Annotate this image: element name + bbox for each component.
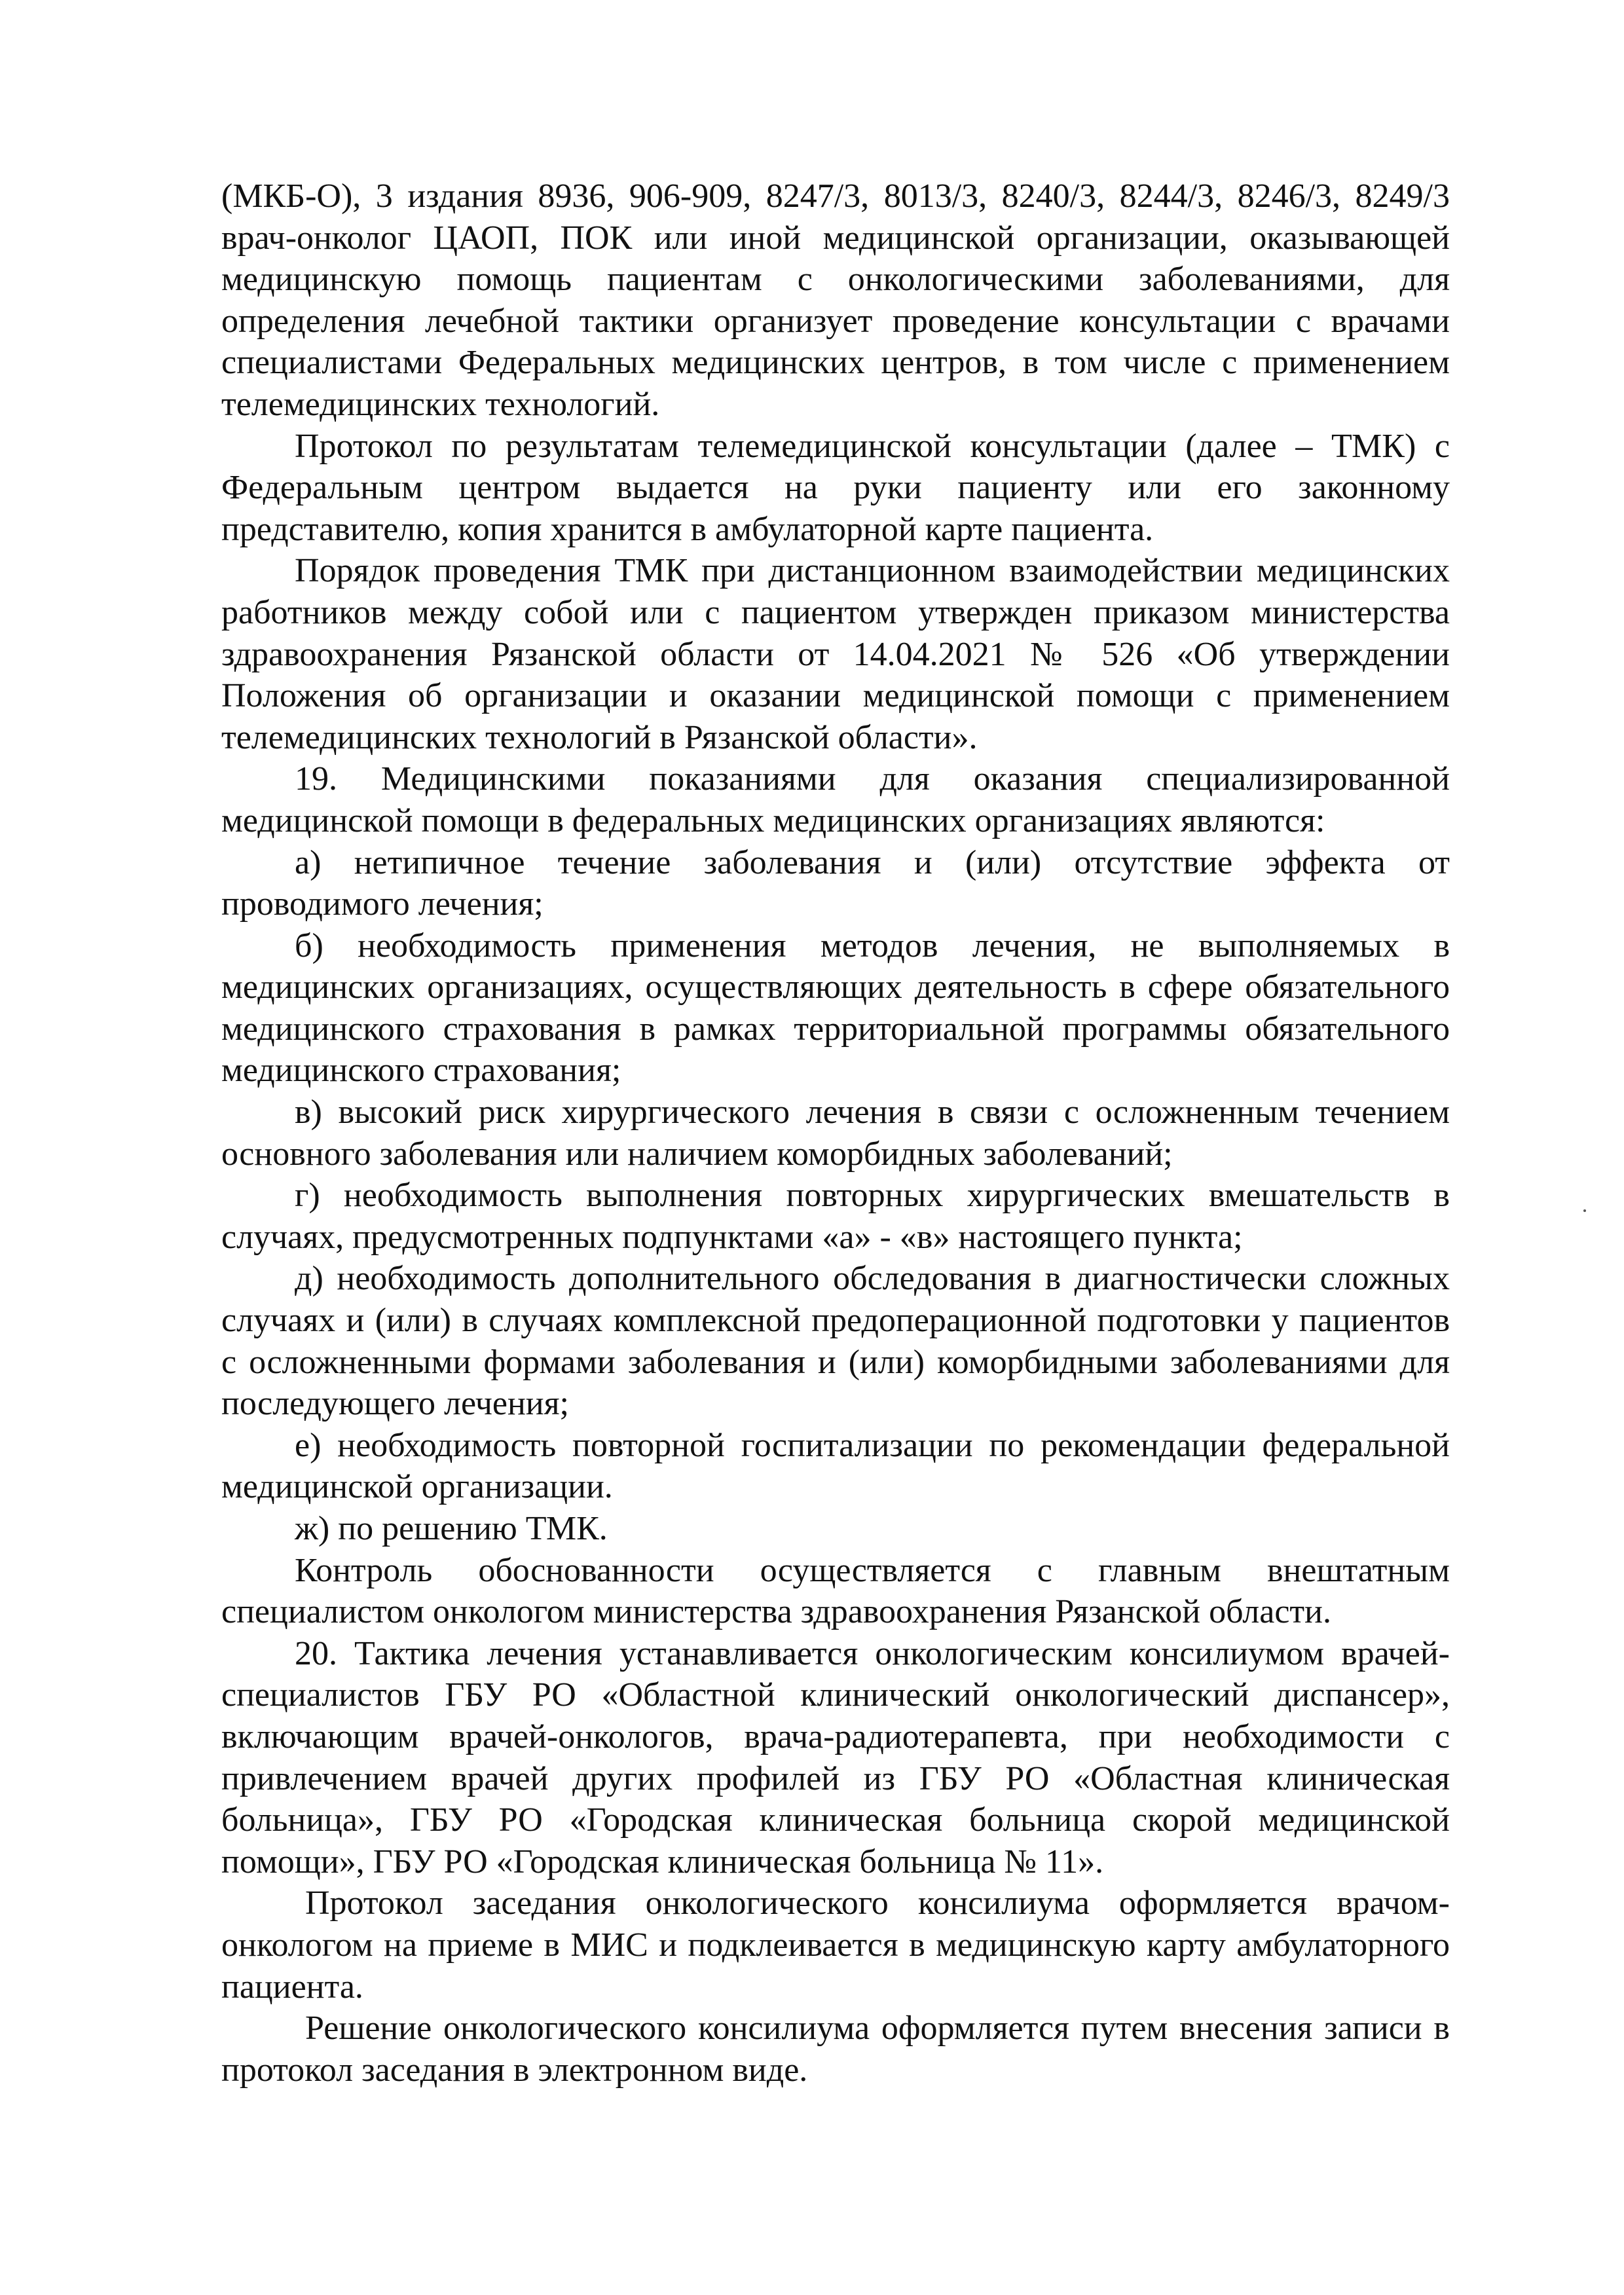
- paragraph-consilium-decision: Решение онкологического консилиума оформляется путем внесения записи в протокол заседания в электронном виде.: [221, 2010, 1450, 2089]
- document-body: [221, 175, 1450, 2091]
- list-item-zh: ж) по решению ТМК.: [295, 1510, 608, 1547]
- paragraph-20-tactics: 20. Тактика лечения устанавливается онкологическим консилиумом врачей-специалистов ГБУ РО «Областной клинический онкологический диспансер», включающим врачей-онкологов, врача-радиотерапевта, при необходимости с привлечением врачей других профилей из ГБУ РО «Областная клиническая больница», ГБУ РО «Городская клиническая больница скорой медицинской помощи», ГБУ РО «Городская клиническая больница № 11».: [221, 1634, 1450, 1881]
- scan-speck: [1583, 1209, 1586, 1212]
- list-item-d: д) необходимость дополнительного обследования в диагностически сложных случаях и (или) в случаях комплексной предоперационной подготовки у пациентов с осложненными формами заболевания и (или) коморбидными заболеваниями для последующего лечения;: [221, 1260, 1450, 1423]
- list-item-a: а) нетипичное течение заболевания и (или) отсутствие эффекта от проводимого лечения;: [221, 843, 1450, 923]
- list-item-e: е) необходимость повторной госпитализации по рекомендации федеральной медицинской организации.: [221, 1426, 1450, 1506]
- paragraph-19-indications: 19. Медицинскими показаниями для оказания специализированной медицинской помощи в федеральных медицинских организациях являются:: [221, 760, 1450, 839]
- paragraph-consilium-protocol: Протокол заседания онкологического консилиума оформляется врачом-онкологом на приеме в МИС и подклеивается в медицинскую карту амбулаторного пациента.: [221, 1884, 1450, 2006]
- list-item-v: в) высокий риск хирургического лечения в связи с осложненным течением основного заболевания или наличием коморбидных заболеваний;: [221, 1093, 1450, 1173]
- list-item-b: б) необходимость применения методов лечения, не выполняемых в медицинских организациях, осуществляющих деятельность в сфере обязательного медицинского страхования в рамках территориальной программы обязательного медицинского страхования;: [221, 927, 1450, 1090]
- paragraph-tmk-protocol: Протокол по результатам телемедицинской консультации (далее – ТМК) с Федеральным центром выдается на руки пациенту или его законному представителю, копия хранится в амбулаторной карте пациента.: [221, 427, 1450, 548]
- paragraph-tmk-procedure: Порядок проведения ТМК при дистанционном взаимодействии медицинских работников между собой или с пациентом утвержден приказом министерства здравоохранения Рязанской области от 14.04.2021 № 526 «Об утверждении Положения об организации и оказании медицинской помощи с применением телемедицинских технологий в Рязанской области».: [221, 552, 1450, 756]
- list-item-g: г) необходимость выполнения повторных хирургических вмешательств в случаях, предусмотренных подпунктами «а» - «в» настоящего пункта;: [221, 1177, 1450, 1256]
- paragraph-mkb-continuation: (МКБ-О), 3 издания 8936, 906-909, 8247/3, 8013/3, 8240/3, 8244/3, 8246/3, 8249/3 врач-онколог ЦАОП, ПОК или иной медицинской организации, оказывающей медицинскую помощь пациентам с онкологическими заболеваниями, для определения лечебной тактики организует проведение консультации с врачами специалистами Федеральных медицинских центров, в том числе с применением телемедицинских технологий.: [221, 177, 1450, 423]
- paragraph-control: Контроль обоснованности осуществляется с главным внештатным специалистом онкологом министерства здравоохранения Рязанской области.: [221, 1551, 1450, 1631]
